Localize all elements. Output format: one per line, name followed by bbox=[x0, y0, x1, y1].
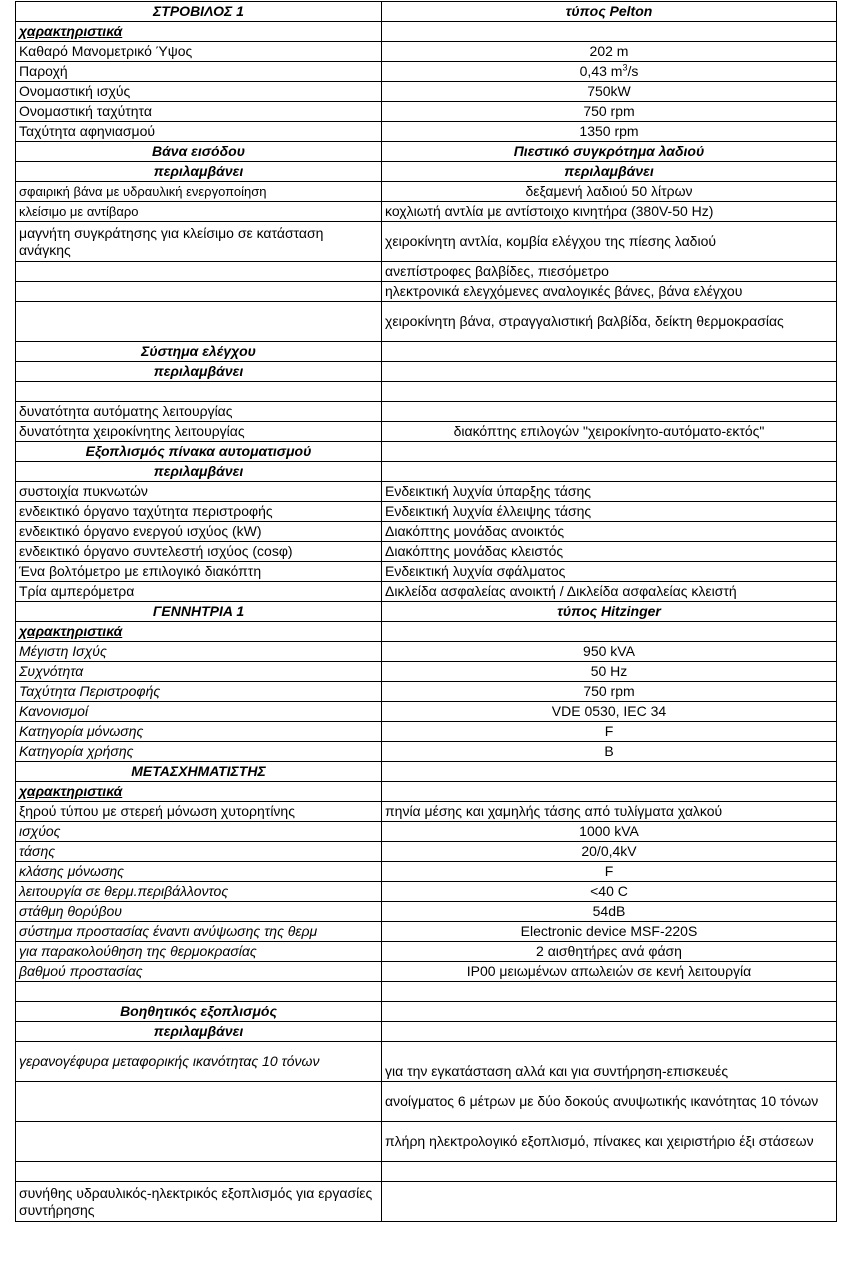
equipment-spec-table bbox=[15, 1, 837, 1222]
table-row bbox=[16, 442, 837, 462]
spec-value-cell: τύπος Pelton bbox=[382, 2, 837, 22]
spec-label-cell: περιλαμβάνει bbox=[16, 162, 382, 182]
spec-label-cell: Μέγιστη Ισχύς bbox=[16, 642, 382, 662]
spec-label-cell: Κανονισμοί bbox=[16, 702, 382, 722]
spec-value-cell bbox=[382, 342, 837, 362]
spec-value-cell: F bbox=[382, 862, 837, 882]
table-row bbox=[16, 662, 837, 682]
spec-value-cell: χειροκίνητη βάνα, στραγγαλιστική βαλβίδα, δείκτη θερμοκρασίας bbox=[382, 302, 837, 342]
spec-value-cell bbox=[382, 1162, 837, 1182]
spec-value-cell bbox=[382, 462, 837, 482]
spec-value-cell: ανεπίστροφες βαλβίδες, πιεσόμετρο bbox=[382, 262, 837, 282]
spec-value-cell: Πιεστικό συγκρότημα λαδιού bbox=[382, 142, 837, 162]
table-row bbox=[16, 1022, 837, 1042]
spec-label-cell: Κατηγορία χρήσης bbox=[16, 742, 382, 762]
table-row bbox=[16, 302, 837, 342]
spec-value-cell: ηλεκτρονικά ελεγχόμενες αναλογικές βάνες, βάνα ελέγχου bbox=[382, 282, 837, 302]
spec-label-cell: Κατηγορία μόνωσης bbox=[16, 722, 382, 742]
spec-value-cell bbox=[382, 1182, 837, 1222]
table-row bbox=[16, 382, 837, 402]
spec-value-cell: Ενδεικτική λυχνία ύπαρξης τάσης bbox=[382, 482, 837, 502]
spec-label-cell: ενδεικτικό όργανο ταχύτητα περιστροφής bbox=[16, 502, 382, 522]
table-row bbox=[16, 582, 837, 602]
table-row bbox=[16, 2, 837, 22]
table-row bbox=[16, 742, 837, 762]
spec-value-cell: IP00 μειωμένων απωλειών σε κενή λειτουργία bbox=[382, 962, 837, 982]
spec-label-cell bbox=[16, 382, 382, 402]
spec-value-cell: 202 m bbox=[382, 42, 837, 62]
spec-value-cell: F bbox=[382, 722, 837, 742]
spec-label-cell: μαγνήτη συγκράτησης για κλείσιμο σε κατάσταση ανάγκης bbox=[16, 222, 382, 262]
table-row bbox=[16, 362, 837, 382]
spec-value-cell: πλήρη ηλεκτρολογικό εξοπλισμό, πίνακες και χειριστήριο έξι στάσεων bbox=[382, 1122, 837, 1162]
spec-value-cell: 750kW bbox=[382, 82, 837, 102]
spec-label-cell: για παρακολούθηση της θερμοκρασίας bbox=[16, 942, 382, 962]
spec-label-cell bbox=[16, 982, 382, 1002]
spec-value-cell: Ενδεικτική λυχνία έλλειψης τάσης bbox=[382, 502, 837, 522]
table-row bbox=[16, 1002, 837, 1022]
spec-value-cell: για την εγκατάσταση αλλά και για συντήρηση-επισκευές bbox=[382, 1042, 837, 1082]
spec-value-cell bbox=[382, 382, 837, 402]
spec-label-cell: ενδεικτικό όργανο ενεργού ισχύος (kW) bbox=[16, 522, 382, 542]
table-row bbox=[16, 422, 837, 442]
table-row bbox=[16, 882, 837, 902]
spec-label-cell: δυνατότητα αυτόματης λειτουργίας bbox=[16, 402, 382, 422]
spec-label-cell: Παροχή bbox=[16, 62, 382, 82]
table-row bbox=[16, 42, 837, 62]
spec-label-cell bbox=[16, 1122, 382, 1162]
spec-label-cell: τάσης bbox=[16, 842, 382, 862]
spec-label-cell: χαρακτηριστικά bbox=[16, 782, 382, 802]
table-row bbox=[16, 102, 837, 122]
table-row bbox=[16, 82, 837, 102]
spec-value-cell: χειροκίνητη αντλία, κομβία ελέγχου της πίεσης λαδιού bbox=[382, 222, 837, 262]
table-row bbox=[16, 62, 837, 82]
spec-label-cell bbox=[16, 262, 382, 282]
spec-label-cell: στάθμη θορύβου bbox=[16, 902, 382, 922]
spec-value-cell: <40 C bbox=[382, 882, 837, 902]
unit-suffix: /s bbox=[627, 63, 639, 79]
spec-label-cell: ξηρού τύπου με στερεή μόνωση χυτορητίνης bbox=[16, 802, 382, 822]
spec-label-cell: Ένα βολτόμετρο με επιλογικό διακόπτη bbox=[16, 562, 382, 582]
table-row bbox=[16, 162, 837, 182]
spec-value-cell bbox=[382, 622, 837, 642]
unit-superscript: 3 bbox=[622, 62, 628, 73]
spec-value-cell bbox=[382, 982, 837, 1002]
spec-value-cell: τύπος Hitzinger bbox=[382, 602, 837, 622]
spec-value-cell: 20/0,4kV bbox=[382, 842, 837, 862]
spec-value-cell: 50 Hz bbox=[382, 662, 837, 682]
spec-label-cell: Ταχύτητα Περιστροφής bbox=[16, 682, 382, 702]
spec-label-cell bbox=[16, 1162, 382, 1182]
table-row bbox=[16, 122, 837, 142]
table-row bbox=[16, 202, 837, 222]
spec-label-cell: Εξοπλισμός πίνακα αυτοματισμού bbox=[16, 442, 382, 462]
table-row bbox=[16, 762, 837, 782]
table-row bbox=[16, 702, 837, 722]
spec-value-cell bbox=[382, 362, 837, 382]
table-row bbox=[16, 1122, 837, 1162]
table-row bbox=[16, 562, 837, 582]
spec-label-cell: συνήθης υδραυλικός-ηλεκτρικός εξοπλισμός για εργασίες συντήρησης bbox=[16, 1182, 382, 1222]
spec-label-cell: Ονομαστική ισχύς bbox=[16, 82, 382, 102]
spec-label-cell: Βάνα εισόδου bbox=[16, 142, 382, 162]
spec-value-cell: B bbox=[382, 742, 837, 762]
spec-value-cell: Electronic device MSF-220S bbox=[382, 922, 837, 942]
spec-label-cell: περιλαμβάνει bbox=[16, 1022, 382, 1042]
spec-value-cell: Ενδεικτική λυχνία σφάλματος bbox=[382, 562, 837, 582]
spec-label-cell: χαρακτηριστικά bbox=[16, 22, 382, 42]
spec-label-cell bbox=[16, 282, 382, 302]
table-row bbox=[16, 782, 837, 802]
spec-value-cell bbox=[382, 1022, 837, 1042]
spec-value-cell: 750 rpm bbox=[382, 102, 837, 122]
table-row bbox=[16, 142, 837, 162]
spec-value-cell: 1350 rpm bbox=[382, 122, 837, 142]
spec-value-cell bbox=[382, 762, 837, 782]
spec-label-cell: Βοηθητικός εξοπλισμός bbox=[16, 1002, 382, 1022]
spec-label-cell: Ονομαστική ταχύτητα bbox=[16, 102, 382, 122]
table-row bbox=[16, 542, 837, 562]
spec-label-cell bbox=[16, 1082, 382, 1122]
spec-label-cell: κλάσης μόνωσης bbox=[16, 862, 382, 882]
spec-label-cell: ενδεικτικό όργανο συντελεστή ισχύος (cosφ) bbox=[16, 542, 382, 562]
spec-label-cell: ΣΤΡΟΒΙΛΟΣ 1 bbox=[16, 2, 382, 22]
spec-value-cell: Δικλείδα ασφαλείας ανοικτή / Δικλείδα ασφαλείας κλειστή bbox=[382, 582, 837, 602]
spec-label-cell: Ταχύτητα αφηνιασμού bbox=[16, 122, 382, 142]
table-row bbox=[16, 1162, 837, 1182]
table-row bbox=[16, 862, 837, 882]
spec-label-cell: Τρία αμπερόμετρα bbox=[16, 582, 382, 602]
table-row bbox=[16, 822, 837, 842]
table-row bbox=[16, 842, 837, 862]
table-row bbox=[16, 1082, 837, 1122]
spec-value-cell: 950 kVA bbox=[382, 642, 837, 662]
table-row bbox=[16, 182, 837, 202]
spec-value-cell: δεξαμενή λαδιού 50 λίτρων bbox=[382, 182, 837, 202]
table-row bbox=[16, 902, 837, 922]
spec-label-cell: Καθαρό Μανομετρικό Ύψος bbox=[16, 42, 382, 62]
spec-value-cell bbox=[382, 442, 837, 462]
table-row bbox=[16, 962, 837, 982]
table-row bbox=[16, 982, 837, 1002]
table-row bbox=[16, 602, 837, 622]
table-row bbox=[16, 282, 837, 302]
table-row bbox=[16, 682, 837, 702]
spec-label-cell: σύστημα προστασίας έναντι ανύψωσης της θερμ bbox=[16, 922, 382, 942]
table-row bbox=[16, 502, 837, 522]
spec-label-cell bbox=[16, 302, 382, 342]
spec-label-cell: κλείσιμο με αντίβαρο bbox=[16, 202, 382, 222]
table-row bbox=[16, 1042, 837, 1082]
spec-value-cell: κοχλιωτή αντλία με αντίστοιχο κινητήρα (380V-50 Hz) bbox=[382, 202, 837, 222]
spec-label-cell: ΓΕΝΝΗΤΡΙΑ 1 bbox=[16, 602, 382, 622]
spec-value-cell: Διακόπτης μονάδας ανοικτός bbox=[382, 522, 837, 542]
table-row bbox=[16, 222, 837, 262]
spec-label-cell: Σύστημα ελέγχου bbox=[16, 342, 382, 362]
table-row bbox=[16, 1182, 837, 1222]
spec-value-cell bbox=[382, 1002, 837, 1022]
spec-label-cell: γερανογέφυρα μεταφορικής ικανότητας 10 τόνων bbox=[16, 1042, 382, 1082]
table-row bbox=[16, 802, 837, 822]
spec-value-cell bbox=[382, 402, 837, 422]
spec-value-cell bbox=[382, 62, 837, 82]
value-text: 0,43 m bbox=[579, 63, 623, 79]
spec-value-cell bbox=[382, 782, 837, 802]
spec-label-cell: Συχνότητα bbox=[16, 662, 382, 682]
spec-label-cell: χαρακτηριστικά bbox=[16, 622, 382, 642]
spec-value-cell: διακόπτης επιλογών "χειροκίνητο-αυτόματο-εκτός" bbox=[382, 422, 837, 442]
table-row bbox=[16, 342, 837, 362]
table-row bbox=[16, 482, 837, 502]
spec-label-cell: περιλαμβάνει bbox=[16, 362, 382, 382]
spec-label-cell: περιλαμβάνει bbox=[16, 462, 382, 482]
spec-value-cell: ανοίγματος 6 μέτρων με δύο δοκούς ανυψωτικής ικανότητας 10 τόνων bbox=[382, 1082, 837, 1122]
spec-value-cell: περιλαμβάνει bbox=[382, 162, 837, 182]
table-row bbox=[16, 622, 837, 642]
table-row bbox=[16, 942, 837, 962]
table-row bbox=[16, 522, 837, 542]
table-row bbox=[16, 922, 837, 942]
spec-value-cell: πηνία μέσης και χαμηλής τάσης από τυλίγματα χαλκού bbox=[382, 802, 837, 822]
spec-label-cell: ισχύος bbox=[16, 822, 382, 842]
spec-label-cell: ΜΕΤΑΣΧΗΜΑΤΙΣΤΗΣ bbox=[16, 762, 382, 782]
spec-value-cell: Διακόπτης μονάδας κλειστός bbox=[382, 542, 837, 562]
table-row bbox=[16, 722, 837, 742]
table-row bbox=[16, 22, 837, 42]
spec-label-cell: βαθμού προστασίας bbox=[16, 962, 382, 982]
spec-label-cell: λειτουργία σε θερμ.περιβάλλοντος bbox=[16, 882, 382, 902]
table-row bbox=[16, 402, 837, 422]
spec-value-cell bbox=[382, 22, 837, 42]
spec-label-cell: σφαιρική βάνα με υδραυλική ενεργοποίηση bbox=[16, 182, 382, 202]
spec-table-body bbox=[16, 2, 837, 1222]
table-row bbox=[16, 642, 837, 662]
spec-value-cell: 1000 kVA bbox=[382, 822, 837, 842]
spec-value-cell: 750 rpm bbox=[382, 682, 837, 702]
spec-value-cell: VDE 0530, IEC 34 bbox=[382, 702, 837, 722]
table-row bbox=[16, 262, 837, 282]
spec-value-cell: 54dB bbox=[382, 902, 837, 922]
spec-value-cell: 2 αισθητήρες ανά φάση bbox=[382, 942, 837, 962]
spec-label-cell: δυνατότητα χειροκίνητης λειτουργίας bbox=[16, 422, 382, 442]
table-row bbox=[16, 462, 837, 482]
spec-label-cell: συστοιχία πυκνωτών bbox=[16, 482, 382, 502]
